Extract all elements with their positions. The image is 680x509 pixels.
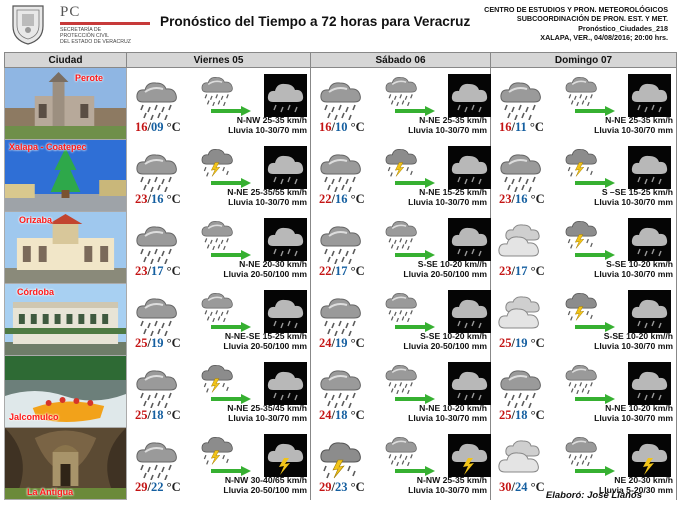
wind-arrow-icon	[575, 463, 615, 473]
day-forecast-cell	[491, 140, 677, 212]
rain-cloud-icon	[383, 432, 423, 460]
max-temp: 24	[319, 407, 332, 422]
temperature: 22/17 °C	[319, 263, 365, 278]
day-forecast-cell	[311, 68, 491, 140]
wind-text: N-NE 25-35/45 km/h	[227, 402, 307, 413]
wind-text: S –SE 15-25 km/h	[601, 186, 673, 197]
institution-line: Pronóstico_Ciudades_218	[578, 23, 668, 33]
wind-arrow-icon	[575, 319, 615, 329]
temp-unit: °C	[530, 335, 545, 350]
city-name: Córdoba	[17, 287, 54, 297]
rain-text: Lluvia 5-20/30 mm	[598, 484, 673, 495]
max-temp: 24	[319, 335, 332, 350]
wind-rain-info	[403, 259, 487, 279]
max-temp: 23	[499, 191, 512, 206]
min-temp: 23	[334, 479, 348, 494]
wind-arrow-icon	[395, 319, 435, 329]
rain-cloud-icon	[199, 288, 239, 316]
rain-cloud-icon	[133, 364, 185, 408]
night-cloud-icon	[628, 74, 671, 117]
day-forecast-cell	[491, 212, 677, 284]
min-temp: 09	[150, 120, 164, 134]
max-temp: 29	[135, 479, 148, 494]
institution-line: SUBCOORDINACIÓN DE PRON. EST. Y MET.	[516, 14, 668, 24]
night-cloud-icon	[628, 362, 671, 405]
wind-text: N-NE 10-20 km/h	[605, 402, 673, 413]
temp-unit: °C	[530, 479, 545, 494]
night-storm-icon	[628, 434, 671, 477]
night-storm-icon	[264, 434, 307, 477]
wind-rain-info	[594, 403, 673, 423]
temp-unit: °C	[350, 335, 365, 350]
forecast-row	[5, 212, 677, 284]
rain-text: Lluvia 10-30/70 mm	[228, 196, 307, 207]
night-cloud-icon	[264, 290, 307, 333]
temp-unit: °C	[166, 479, 181, 494]
temp-unit: °C	[530, 191, 545, 206]
rain-cloud-icon	[497, 76, 549, 120]
storm-cloud-icon	[563, 144, 603, 172]
temp-unit: °C	[166, 120, 181, 134]
rain-text: Lluvia 10-30/70 mm	[408, 484, 487, 495]
rain-text: Lluvia 10-30/70 mm	[594, 125, 673, 135]
wind-text: S-SE 10-20 km//h	[603, 330, 673, 341]
temp-unit: °C	[166, 407, 181, 422]
wind-text: N-NW 25-35 km/h	[236, 115, 307, 125]
day-forecast-cell	[127, 140, 311, 212]
rain-cloud-icon	[199, 72, 239, 100]
wind-text: N-NE 20-30 km/h	[239, 258, 307, 269]
day-forecast-cell	[491, 428, 677, 500]
night-cloud-icon	[448, 146, 491, 189]
wind-arrow-icon	[211, 463, 251, 473]
storm-cloud-icon	[199, 432, 239, 460]
temperature: 23/17 °C	[499, 263, 545, 278]
city-name: Perote	[75, 73, 104, 83]
wind-arrow-icon	[211, 247, 251, 257]
cloudy-icon	[497, 292, 549, 336]
wind-rain-info	[223, 475, 307, 495]
temp-unit: °C	[350, 120, 365, 134]
temp-unit: °C	[529, 120, 544, 134]
city-name: La Antigua	[27, 487, 74, 497]
wind-arrow-icon	[575, 175, 615, 185]
temperature: 16/09 °C	[135, 120, 181, 134]
max-temp: 16	[319, 120, 332, 134]
night-storm-icon	[448, 434, 491, 477]
storm-cloud-icon	[383, 144, 423, 172]
max-temp: 25	[499, 335, 512, 350]
max-temp: 22	[319, 263, 332, 278]
wind-arrow-icon	[395, 463, 435, 473]
temperature: 23/17 °C	[135, 263, 181, 278]
institution-block	[484, 5, 668, 43]
max-temp: 23	[135, 191, 148, 206]
wind-text: N-NE 25-35 km/h	[419, 115, 487, 125]
min-temp: 22	[150, 479, 164, 494]
institution-line: CENTRO DE ESTUDIOS Y PRON. METEOROLÓGICOS	[484, 5, 668, 14]
storm-cloud-icon	[563, 288, 603, 316]
storm-cloud-icon	[199, 360, 239, 388]
storm-cloud-icon	[563, 216, 603, 244]
min-temp: 17	[150, 263, 164, 278]
page-title: Pronóstico del Tiempo a 72 horas para Veracruz	[160, 14, 471, 29]
rain-text: Lluvia 10-30/70 mm	[594, 340, 673, 351]
min-temp: 18	[150, 407, 164, 422]
max-temp: 22	[319, 191, 332, 206]
rain-text: Lluvia 10-30/70 mm	[408, 125, 487, 135]
temp-unit: °C	[530, 263, 545, 278]
day-forecast-cell	[127, 428, 311, 500]
logo-sub-2: PROTECCIÓN CIVIL	[60, 33, 110, 39]
rain-cloud-icon	[317, 148, 369, 192]
min-temp: 19	[334, 335, 348, 350]
storm-cloud-icon	[199, 144, 239, 172]
min-temp: 11	[514, 120, 527, 134]
temp-unit: °C	[350, 191, 365, 206]
city-cell	[5, 140, 127, 212]
min-temp: 18	[514, 407, 528, 422]
night-cloud-icon	[448, 218, 491, 261]
temperature: 23/16 °C	[499, 191, 545, 206]
city-cell	[5, 356, 127, 428]
temp-unit: °C	[166, 191, 181, 206]
day-forecast-cell	[311, 140, 491, 212]
logo-sub-3: DEL ESTADO DE VERACRUZ	[60, 39, 131, 45]
wind-arrow-icon	[395, 175, 435, 185]
wind-rain-info	[594, 331, 673, 351]
max-temp: 25	[135, 335, 148, 350]
rain-cloud-icon	[383, 360, 423, 388]
rain-text: Lluvia 20-50/100 mm	[403, 268, 487, 279]
min-temp: 17	[334, 263, 348, 278]
rain-text: Lluvia 10-30/70 mm	[594, 196, 673, 207]
day-forecast-cell	[127, 212, 311, 284]
wind-arrow-icon	[395, 247, 435, 257]
wind-arrow-icon	[211, 103, 251, 113]
wind-arrow-icon	[211, 319, 251, 329]
rain-cloud-icon	[497, 148, 549, 192]
night-cloud-icon	[628, 218, 671, 261]
rain-cloud-icon	[133, 148, 185, 192]
rain-cloud-icon	[383, 72, 423, 100]
min-temp: 18	[334, 407, 348, 422]
wind-rain-info	[408, 403, 487, 423]
min-temp: 16	[514, 191, 528, 206]
logo-pc-label: PC	[60, 4, 81, 20]
rain-cloud-icon	[383, 288, 423, 316]
wind-rain-info	[223, 331, 307, 351]
wind-arrow-icon	[575, 391, 615, 401]
rain-cloud-icon	[199, 216, 239, 244]
max-temp: 16	[499, 120, 512, 134]
wind-arrow-icon	[211, 391, 251, 401]
column-header-day: Viernes 05	[127, 53, 311, 68]
rain-cloud-icon	[133, 76, 185, 120]
wind-text: S-SE 10-20 km/h	[420, 330, 487, 341]
wind-arrow-icon	[395, 103, 435, 113]
temp-unit: °C	[350, 479, 365, 494]
rain-text: Lluvia 10-30/70 mm	[228, 125, 307, 135]
max-temp: 29	[319, 479, 332, 494]
rain-text: Lluvia 10-30/70 mm	[408, 196, 487, 207]
state-shield-logo	[8, 2, 48, 46]
forecast-table	[4, 52, 677, 500]
cloudy-icon	[497, 436, 549, 480]
rain-cloud-icon	[133, 436, 185, 480]
wind-text: N-NW 30-40/65 km/h	[224, 474, 307, 485]
forecast-row	[5, 428, 677, 500]
temperature: 16/10 °C	[319, 120, 365, 134]
temp-unit: °C	[166, 335, 181, 350]
night-cloud-icon	[448, 362, 491, 405]
forecast-row	[5, 140, 677, 212]
temperature: 25/19 °C	[499, 335, 545, 350]
temperature: 23/16 °C	[135, 191, 181, 206]
max-temp: 23	[135, 263, 148, 278]
rain-cloud-icon	[133, 292, 185, 336]
night-cloud-icon	[264, 74, 307, 117]
temperature: 24/18 °C	[319, 407, 365, 422]
wind-text: N-NE-SE 15-25 km/h	[224, 330, 307, 341]
day-forecast-cell	[311, 212, 491, 284]
day-forecast-cell	[491, 284, 677, 356]
city-cell	[5, 68, 127, 140]
day-forecast-cell	[127, 68, 311, 140]
max-temp: 23	[499, 263, 512, 278]
rain-text: Lluvia 20-50/100 mm	[223, 484, 307, 495]
temperature: 25/19 °C	[135, 335, 181, 350]
column-header-day: Domingo 07	[491, 53, 677, 68]
wind-text: S-SE 10-20 km/h	[606, 258, 673, 269]
night-cloud-icon	[448, 74, 491, 117]
rain-cloud-icon	[563, 432, 603, 460]
wind-rain-info	[403, 331, 487, 351]
column-header-day: Sábado 06	[311, 53, 491, 68]
rain-cloud-icon	[317, 76, 369, 120]
night-cloud-icon	[628, 290, 671, 333]
city-cell	[5, 428, 127, 500]
temp-unit: °C	[530, 407, 545, 422]
author-credit: Elaboró: José Llanos	[545, 490, 642, 501]
wind-rain-info	[408, 475, 487, 495]
min-temp: 24	[514, 479, 528, 494]
rain-cloud-icon	[317, 220, 369, 264]
min-temp: 10	[334, 120, 348, 134]
cloudy-icon	[497, 220, 549, 264]
temperature: 16/11 °C	[499, 120, 544, 134]
rain-text: Lluvia 20-50/100 mm	[223, 340, 307, 351]
temperature: 30/24 °C	[499, 479, 545, 494]
wind-arrow-icon	[575, 247, 615, 257]
wind-text: S-SE 10-20 km//h	[417, 258, 487, 269]
rain-cloud-icon	[563, 72, 603, 100]
city-name: Orizaba	[19, 215, 53, 225]
night-cloud-icon	[628, 146, 671, 189]
wind-rain-info	[594, 259, 673, 279]
day-forecast-cell	[491, 68, 677, 140]
day-forecast-cell	[311, 284, 491, 356]
temperature: 22/16 °C	[319, 191, 365, 206]
wind-rain-info	[594, 187, 673, 207]
forecast-row	[5, 68, 677, 140]
column-header-city: Ciudad	[5, 53, 127, 68]
rain-text: Lluvia 10-30/70 mm	[228, 412, 307, 423]
wind-text: N-NE 25-35 km/h	[605, 115, 673, 125]
rain-text: Lluvia 10-30/70 mm	[594, 412, 673, 423]
rain-text: Lluvia 20-50/100 mm	[223, 268, 307, 279]
wind-text: N-NE 25-35/55 km/h	[227, 186, 307, 197]
forecast-row	[5, 356, 677, 428]
rain-cloud-icon	[497, 364, 549, 408]
min-temp: 19	[150, 335, 164, 350]
wind-text: N-NW 25-35 km/h	[416, 474, 487, 485]
min-temp: 17	[514, 263, 528, 278]
civil-protection-logo	[60, 4, 155, 45]
wind-text: N-NE 15-25 km/h	[419, 186, 487, 197]
wind-text: N-NE 10-20 km/h	[419, 402, 487, 413]
logo-sub-1: SECRETARÍA DE	[60, 27, 102, 33]
rain-text: Lluvia 20-50/100 mm	[403, 340, 487, 351]
rain-text: Lluvia 10-30/70 mm	[594, 268, 673, 279]
rain-text: Lluvia 10-30/70 mm	[408, 412, 487, 423]
max-temp: 16	[135, 120, 148, 134]
temperature: 29/22 °C	[135, 479, 181, 494]
temp-unit: °C	[350, 263, 365, 278]
min-temp: 19	[514, 335, 528, 350]
day-forecast-cell	[127, 356, 311, 428]
min-temp: 16	[150, 191, 164, 206]
rain-cloud-icon	[563, 360, 603, 388]
city-name: Jalcomulco	[9, 412, 59, 422]
night-cloud-icon	[264, 146, 307, 189]
night-cloud-icon	[264, 362, 307, 405]
rain-cloud-icon	[317, 364, 369, 408]
forecast-row	[5, 284, 677, 356]
city-photo	[5, 68, 126, 139]
rain-cloud-icon	[317, 292, 369, 336]
storm-cloud-icon	[317, 436, 369, 480]
max-temp: 25	[135, 407, 148, 422]
night-cloud-icon	[264, 218, 307, 261]
max-temp: 30	[499, 479, 512, 494]
wind-text: NE 20-30 km/h	[614, 474, 673, 485]
wind-arrow-icon	[395, 391, 435, 401]
wind-rain-info	[223, 259, 307, 279]
city-cell	[5, 212, 127, 284]
min-temp: 16	[334, 191, 348, 206]
day-forecast-cell	[491, 356, 677, 428]
wind-arrow-icon	[211, 175, 251, 185]
temperature: 25/18 °C	[135, 407, 181, 422]
wind-rain-info	[227, 403, 307, 423]
wind-rain-info	[594, 115, 673, 135]
temp-unit: °C	[166, 263, 181, 278]
rain-cloud-icon	[383, 216, 423, 244]
wind-rain-info	[227, 187, 307, 207]
temperature: 25/18 °C	[499, 407, 545, 422]
night-cloud-icon	[448, 290, 491, 333]
day-forecast-cell	[127, 284, 311, 356]
city-name: Xalapa - Coatepec	[9, 142, 87, 152]
day-forecast-cell	[311, 356, 491, 428]
rain-cloud-icon	[133, 220, 185, 264]
max-temp: 25	[499, 407, 512, 422]
wind-rain-info	[228, 115, 307, 135]
temperature: 24/19 °C	[319, 335, 365, 350]
temperature: 29/23 °C	[319, 479, 365, 494]
issue-date: XALAPA, VER., 04/08/2016; 20:00 hrs.	[540, 33, 668, 43]
city-cell	[5, 284, 127, 356]
day-forecast-cell	[311, 428, 491, 500]
temp-unit: °C	[350, 407, 365, 422]
wind-rain-info	[408, 187, 487, 207]
wind-arrow-icon	[575, 103, 615, 113]
wind-rain-info	[408, 115, 487, 135]
